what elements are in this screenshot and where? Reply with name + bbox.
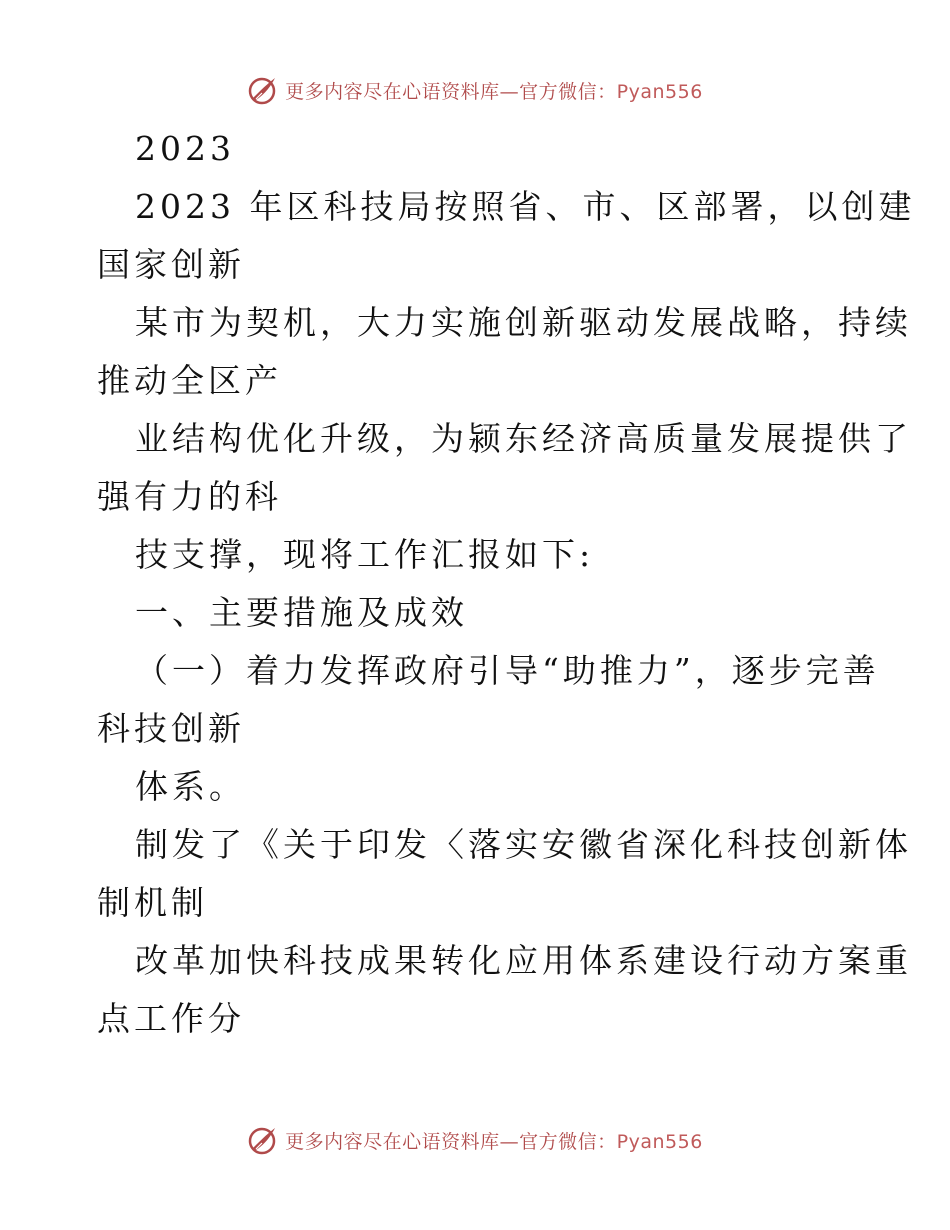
watermark-header [0,70,950,110]
wechat-id: Pyan556 [616,1130,703,1153]
text-line: （一）着力发挥政府引导“助推力”，逐步完善 [135,651,880,690]
text-line: 制发了《关于印发〈落实安徽省深化科技创新体 [135,825,912,864]
text-line: 国家创新 [97,245,245,284]
watermark-text: 更多内容尽在心语资料库—官方微信：Pyan556 [285,80,703,103]
text-line: 制机制 [97,883,208,922]
text-line: 一、主要措施及成效 [135,593,468,632]
text-line: 推动全区产 [97,361,282,400]
text-line: 2023 年区科技局按照省、市、区部署，以创建 [135,187,916,226]
text-line: 体系。 [135,767,246,806]
watermark-footer [0,1120,950,1160]
text-line: 技支撑，现将工作汇报如下: [135,535,595,574]
watermark-text: 更多内容尽在心语资料库—官方微信：Pyan556 [285,1130,703,1153]
document-body [97,120,916,1048]
text-line: 业结构优化升级，为颍东经济高质量发展提供了 [135,419,912,458]
text-line: 科技创新 [97,709,245,748]
wechat-id: Pyan556 [616,80,703,103]
text-line: 某市为契机，大力实施创新驱动发展战略，持续 [135,303,912,342]
quill-logo-icon [247,1124,279,1156]
text-line: 点工作分 [97,999,245,1038]
text-line: 强有力的科 [97,477,282,516]
quill-logo-icon [247,74,279,106]
text-line: 改革加快科技成果转化应用体系建设行动方案重 [135,941,912,980]
text-line: 2023 [135,129,235,168]
